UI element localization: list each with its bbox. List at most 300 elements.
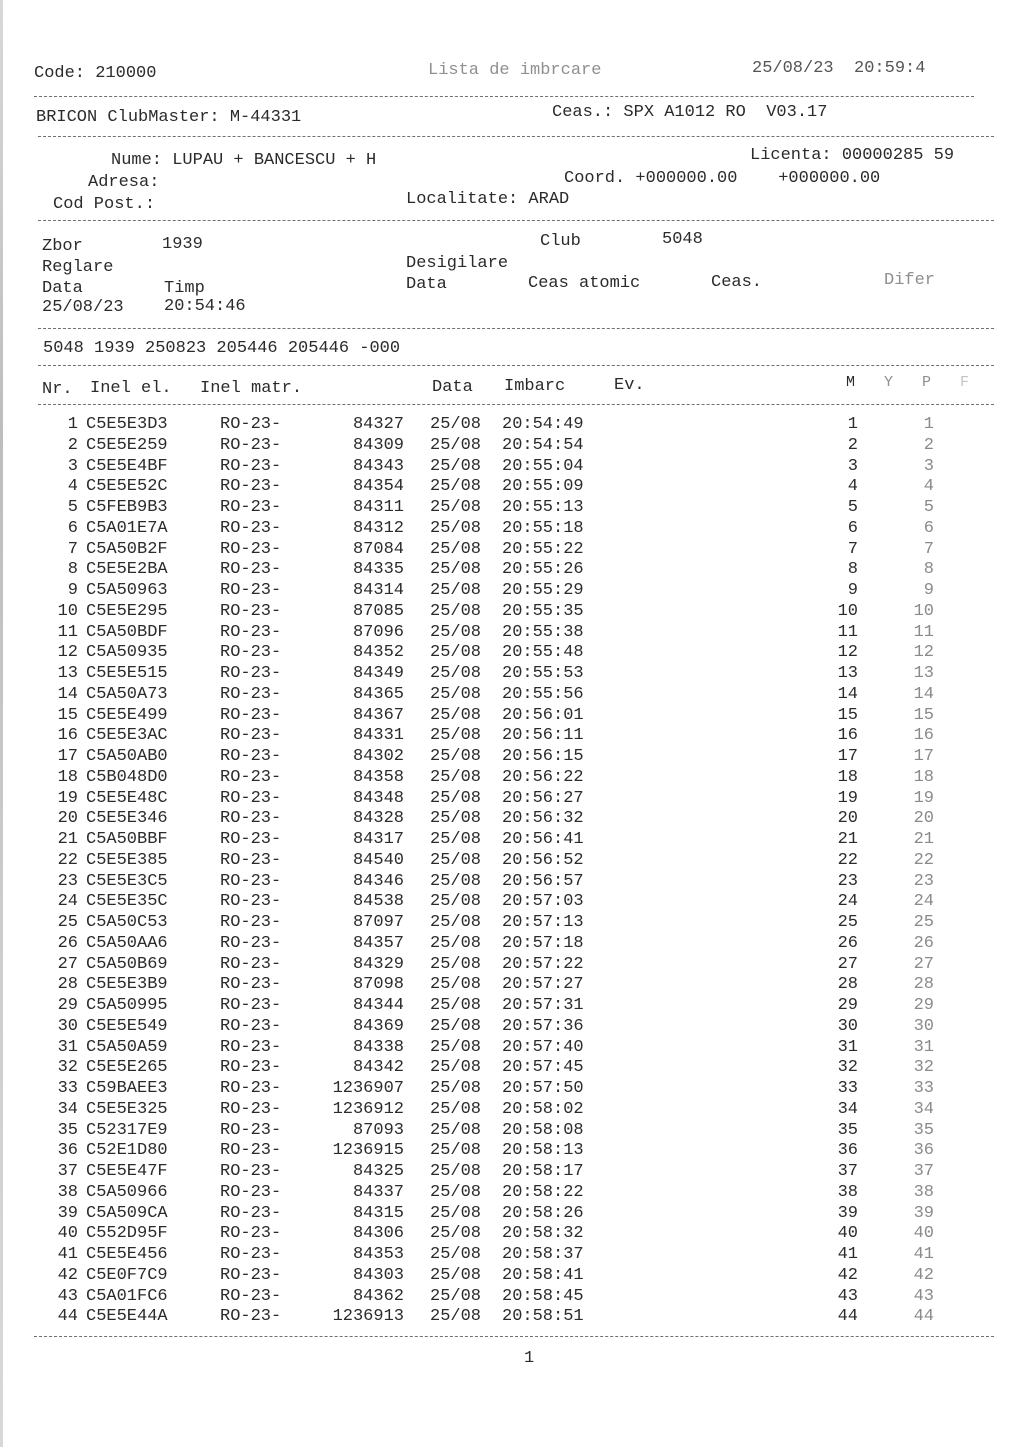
row-ring-prefix: RO-23- <box>220 1307 282 1327</box>
row-p: 33 <box>913 1079 934 1098</box>
row-m: 5 <box>847 498 858 517</box>
row-p: 26 <box>913 933 934 953</box>
row-p: 12 <box>913 643 934 663</box>
row-ring-number: 84342 <box>352 1058 404 1078</box>
row-ring-number: 84327 <box>352 415 404 434</box>
row-m: 25 <box>837 913 858 932</box>
row-nr: 30 <box>57 1016 78 1036</box>
row-date: 25/08 <box>430 1162 482 1181</box>
owner-name: Nume: LUPAU + BANCESCU + H <box>111 151 377 170</box>
row-ring-el: C5E5E3AC <box>86 726 168 746</box>
row-nr: 13 <box>57 664 78 683</box>
row-ring-el: C5A50B2F <box>86 539 168 559</box>
reglare-time: 20:54:46 <box>164 297 246 316</box>
row-p: 13 <box>913 664 934 683</box>
row-date: 25/08 <box>430 1141 482 1161</box>
row-time: 20:58:17 <box>502 1162 584 1181</box>
row-date: 25/08 <box>430 518 482 538</box>
row-ring-number: 84328 <box>352 809 404 829</box>
row-nr: 39 <box>57 1203 78 1223</box>
row-ring-number: 84357 <box>352 933 404 953</box>
row-ring-number: 84348 <box>352 788 404 808</box>
table-row <box>0 519 1024 540</box>
row-time: 20:55:22 <box>502 539 584 559</box>
row-p: 25 <box>913 913 934 932</box>
row-p: 3 <box>923 456 934 476</box>
row-ring-number: 84353 <box>352 1245 404 1264</box>
row-p: 31 <box>913 1037 934 1057</box>
row-nr: 35 <box>57 1120 78 1140</box>
table-row <box>0 1017 1024 1038</box>
row-ring-el: C5E5E4BF <box>86 456 168 476</box>
row-ring-el: C5A50935 <box>86 643 168 663</box>
locality: Localitate: ARAD <box>406 190 570 209</box>
row-date: 25/08 <box>430 456 482 476</box>
row-time: 20:58:26 <box>502 1203 584 1223</box>
row-date: 25/08 <box>430 539 482 559</box>
row-ring-number: 84315 <box>352 1203 404 1223</box>
row-ring-el: C5A50966 <box>86 1182 168 1202</box>
table-row <box>0 477 1024 498</box>
row-m: 31 <box>837 1037 858 1057</box>
row-ring-prefix: RO-23- <box>220 1099 282 1119</box>
separator-2 <box>38 136 994 137</box>
row-ring-number: 84369 <box>352 1016 404 1036</box>
row-nr: 18 <box>57 767 78 787</box>
row-m: 26 <box>837 933 858 953</box>
row-p: 40 <box>913 1224 934 1244</box>
row-ring-el: C5A01E7A <box>86 518 168 538</box>
address-label: Adresa: <box>88 173 160 192</box>
row-time: 20:56:52 <box>502 850 584 870</box>
row-ring-prefix: RO-23- <box>220 601 282 621</box>
row-ring-el: C5E0F7C9 <box>86 1265 168 1285</box>
row-ring-number: 84349 <box>352 664 404 683</box>
row-time: 20:55:09 <box>502 477 584 497</box>
row-ring-number: 1236913 <box>332 1307 404 1327</box>
table-row <box>0 747 1024 768</box>
row-ring-prefix: RO-23- <box>220 1079 282 1098</box>
row-ring-el: C5E5E265 <box>86 1058 168 1078</box>
row-ring-el: C52317E9 <box>86 1120 168 1140</box>
row-time: 20:55:35 <box>502 601 584 621</box>
row-m: 44 <box>837 1307 858 1327</box>
row-nr: 36 <box>57 1141 78 1161</box>
row-date: 25/08 <box>430 1286 482 1306</box>
desigilare-label: Desigilare <box>406 254 509 273</box>
row-nr: 34 <box>57 1099 78 1119</box>
row-time: 20:54:54 <box>502 435 584 455</box>
row-ring-el: C5E5E3C5 <box>86 871 168 891</box>
row-time: 20:58:45 <box>502 1286 584 1306</box>
row-m: 40 <box>837 1224 858 1244</box>
row-m: 39 <box>837 1203 858 1223</box>
row-nr: 1 <box>67 415 78 434</box>
col-ev: Ev. <box>614 376 645 395</box>
row-ring-prefix: RO-23- <box>220 1286 282 1306</box>
row-ring-el: C5A50AA6 <box>86 933 168 953</box>
row-date: 25/08 <box>430 1037 482 1057</box>
row-nr: 37 <box>57 1162 78 1181</box>
row-ring-el: C5A50BBF <box>86 830 168 849</box>
table-row <box>0 934 1024 955</box>
zbor-value: 1939 <box>162 235 203 254</box>
row-nr: 6 <box>67 518 78 538</box>
row-m: 11 <box>837 622 858 642</box>
row-m: 38 <box>837 1182 858 1202</box>
row-ring-prefix: RO-23- <box>220 871 282 891</box>
row-date: 25/08 <box>430 1265 482 1285</box>
table-row <box>0 415 1024 436</box>
row-p: 44 <box>913 1307 934 1327</box>
col-p: P <box>922 374 932 391</box>
row-ring-prefix: RO-23- <box>220 1182 282 1202</box>
row-m: 6 <box>847 518 858 538</box>
row-p: 43 <box>913 1286 934 1306</box>
row-ring-prefix: RO-23- <box>220 456 282 476</box>
row-m: 36 <box>837 1141 858 1161</box>
row-ring-prefix: RO-23- <box>220 1037 282 1057</box>
row-p: 19 <box>913 788 934 808</box>
row-m: 35 <box>837 1120 858 1140</box>
row-p: 10 <box>913 601 934 621</box>
row-nr: 15 <box>57 705 78 725</box>
row-p: 22 <box>913 850 934 870</box>
row-date: 25/08 <box>430 415 482 434</box>
row-ring-number: 84309 <box>352 435 404 455</box>
print-datetime: 25/08/23 20:59:4 <box>752 59 926 78</box>
row-p: 36 <box>913 1141 934 1161</box>
table-row <box>0 1079 1024 1100</box>
table-row <box>0 498 1024 519</box>
table-row <box>0 913 1024 934</box>
row-m: 32 <box>837 1058 858 1078</box>
col-inel-el: Inel el. <box>90 379 172 398</box>
row-m: 4 <box>847 477 858 497</box>
row-ring-el: C552D95F <box>86 1224 168 1244</box>
row-date: 25/08 <box>430 954 482 974</box>
row-ring-number: 84306 <box>352 1224 404 1244</box>
row-date: 25/08 <box>430 726 482 746</box>
row-date: 25/08 <box>430 664 482 683</box>
row-date: 25/08 <box>430 560 482 580</box>
row-ring-number: 84362 <box>352 1286 404 1306</box>
row-ring-number: 84303 <box>352 1265 404 1285</box>
row-ring-prefix: RO-23- <box>220 1245 282 1264</box>
table-row <box>0 581 1024 602</box>
table-row <box>0 872 1024 893</box>
row-ring-el: C5E5E515 <box>86 664 168 683</box>
data2-label: Data <box>406 275 447 294</box>
row-ring-el: C5A509CA <box>86 1203 168 1223</box>
row-date: 25/08 <box>430 850 482 870</box>
row-time: 20:56:11 <box>502 726 584 746</box>
row-nr: 2 <box>67 435 78 455</box>
row-nr: 32 <box>57 1058 78 1078</box>
table-row <box>0 1162 1024 1183</box>
row-ring-el: C5E5E52C <box>86 477 168 497</box>
row-m: 21 <box>837 830 858 849</box>
row-p: 5 <box>923 498 934 517</box>
row-p: 1 <box>923 415 934 434</box>
row-ring-number: 84325 <box>352 1162 404 1181</box>
row-ring-number: 84337 <box>352 1182 404 1202</box>
row-ring-number: 87096 <box>352 622 404 642</box>
row-m: 42 <box>837 1265 858 1285</box>
row-ring-prefix: RO-23- <box>220 1203 282 1223</box>
row-ring-number: 84358 <box>352 767 404 787</box>
ceas-atomic-label: Ceas atomic <box>528 274 641 293</box>
row-time: 20:57:50 <box>502 1079 584 1098</box>
row-nr: 38 <box>57 1182 78 1202</box>
table-row <box>0 1100 1024 1121</box>
row-ring-prefix: RO-23- <box>220 850 282 870</box>
separator-3 <box>38 220 994 221</box>
row-nr: 24 <box>57 892 78 912</box>
row-date: 25/08 <box>430 435 482 455</box>
row-ring-number: 84538 <box>352 892 404 912</box>
row-p: 18 <box>913 767 934 787</box>
table-row <box>0 560 1024 581</box>
row-p: 24 <box>913 892 934 912</box>
row-ring-el: C5E5E325 <box>86 1099 168 1119</box>
row-m: 43 <box>837 1286 858 1306</box>
row-p: 17 <box>913 747 934 766</box>
row-date: 25/08 <box>430 767 482 787</box>
zbor-label: Zbor <box>42 237 83 256</box>
row-ring-el: C5E5E3D3 <box>86 415 168 434</box>
row-ring-el: C5FEB9B3 <box>86 498 168 517</box>
row-date: 25/08 <box>430 913 482 932</box>
row-ring-number: 84344 <box>352 996 404 1015</box>
table-row <box>0 955 1024 976</box>
row-time: 20:55:56 <box>502 684 584 704</box>
row-date: 25/08 <box>430 643 482 663</box>
row-m: 10 <box>837 601 858 621</box>
row-m: 24 <box>837 892 858 912</box>
row-ring-number: 84343 <box>352 456 404 476</box>
row-nr: 19 <box>57 788 78 808</box>
row-p: 9 <box>923 581 934 600</box>
row-m: 14 <box>837 684 858 704</box>
row-time: 20:55:04 <box>502 456 584 476</box>
row-p: 16 <box>913 726 934 746</box>
row-nr: 40 <box>57 1224 78 1244</box>
row-time: 20:58:37 <box>502 1245 584 1264</box>
row-date: 25/08 <box>430 498 482 517</box>
row-m: 16 <box>837 726 858 746</box>
row-m: 28 <box>837 975 858 995</box>
row-date: 25/08 <box>430 705 482 725</box>
row-ring-prefix: RO-23- <box>220 809 282 829</box>
table-row <box>0 664 1024 685</box>
row-ring-el: C5A50C53 <box>86 913 168 932</box>
row-ring-prefix: RO-23- <box>220 643 282 663</box>
row-ring-el: C5E5E48C <box>86 788 168 808</box>
row-date: 25/08 <box>430 809 482 829</box>
row-ring-prefix: RO-23- <box>220 767 282 787</box>
row-nr: 28 <box>57 975 78 995</box>
row-date: 25/08 <box>430 684 482 704</box>
row-p: 20 <box>913 809 934 829</box>
row-ring-number: 87093 <box>352 1120 404 1140</box>
row-ring-prefix: RO-23- <box>220 539 282 559</box>
page-number: 1 <box>524 1349 535 1368</box>
row-date: 25/08 <box>430 1079 482 1098</box>
row-nr: 8 <box>67 560 78 580</box>
row-p: 27 <box>913 954 934 974</box>
row-ring-number: 87098 <box>352 975 404 995</box>
row-m: 2 <box>847 435 858 455</box>
row-ring-el: C52E1D80 <box>86 1141 168 1161</box>
row-p: 15 <box>913 705 934 725</box>
row-nr: 44 <box>57 1307 78 1327</box>
table-row <box>0 1245 1024 1266</box>
row-ring-el: C5E5E295 <box>86 601 168 621</box>
row-ring-prefix: RO-23- <box>220 684 282 704</box>
row-m: 17 <box>837 747 858 766</box>
table-row <box>0 726 1024 747</box>
row-time: 20:56:15 <box>502 747 584 766</box>
row-ring-prefix: RO-23- <box>220 477 282 497</box>
row-m: 29 <box>837 996 858 1015</box>
row-time: 20:55:29 <box>502 581 584 600</box>
table-row <box>0 830 1024 851</box>
row-m: 23 <box>837 871 858 891</box>
row-time: 20:57:31 <box>502 996 584 1015</box>
row-date: 25/08 <box>430 1245 482 1264</box>
row-p: 32 <box>913 1058 934 1078</box>
row-p: 42 <box>913 1265 934 1285</box>
row-p: 39 <box>913 1203 934 1223</box>
row-ring-el: C5E5E3B9 <box>86 975 168 995</box>
table-row <box>0 1307 1024 1328</box>
row-ring-el: C5A50A59 <box>86 1037 168 1057</box>
row-ring-el: C5E5E44A <box>86 1307 168 1327</box>
row-time: 20:55:26 <box>502 560 584 580</box>
row-m: 22 <box>837 850 858 870</box>
row-date: 25/08 <box>430 1099 482 1119</box>
code-label: Code: 210000 <box>34 64 157 83</box>
row-ring-prefix: RO-23- <box>220 892 282 912</box>
row-m: 27 <box>837 954 858 974</box>
row-nr: 25 <box>57 913 78 932</box>
row-ring-prefix: RO-23- <box>220 1265 282 1285</box>
row-ring-prefix: RO-23- <box>220 747 282 766</box>
row-p: 2 <box>923 435 934 455</box>
table-row <box>0 1183 1024 1204</box>
row-m: 20 <box>837 809 858 829</box>
row-date: 25/08 <box>430 1016 482 1036</box>
row-ring-el: C5A50963 <box>86 581 168 600</box>
separator-bottom <box>34 1336 994 1337</box>
row-ring-el: C5E5E35C <box>86 892 168 912</box>
row-date: 25/08 <box>430 477 482 497</box>
row-date: 25/08 <box>430 581 482 600</box>
row-ring-number: 87084 <box>352 539 404 559</box>
row-p: 6 <box>923 518 934 538</box>
row-nr: 26 <box>57 933 78 953</box>
row-time: 20:55:18 <box>502 518 584 538</box>
postcode-label: Cod Post.: <box>53 195 156 214</box>
row-nr: 23 <box>57 871 78 891</box>
row-m: 13 <box>837 664 858 683</box>
row-nr: 16 <box>57 726 78 746</box>
ceas-label: Ceas. <box>711 273 763 292</box>
row-nr: 3 <box>67 456 78 476</box>
row-p: 11 <box>913 622 934 642</box>
row-ring-el: C5E5E499 <box>86 705 168 725</box>
row-ring-number: 84352 <box>352 643 404 663</box>
row-ring-prefix: RO-23- <box>220 435 282 455</box>
row-ring-number: 84302 <box>352 747 404 766</box>
row-p: 23 <box>913 871 934 891</box>
row-p: 30 <box>913 1016 934 1036</box>
table-row <box>0 706 1024 727</box>
row-ring-prefix: RO-23- <box>220 560 282 580</box>
row-nr: 21 <box>57 830 78 849</box>
row-ring-el: C5A50AB0 <box>86 747 168 766</box>
row-date: 25/08 <box>430 892 482 912</box>
table-row <box>0 996 1024 1017</box>
row-nr: 5 <box>67 498 78 517</box>
club-value: 5048 <box>662 230 703 249</box>
row-time: 20:56:01 <box>502 705 584 725</box>
row-time: 20:58:02 <box>502 1099 584 1119</box>
table-row <box>0 602 1024 623</box>
row-ring-prefix: RO-23- <box>220 726 282 746</box>
row-ring-number: 1236907 <box>332 1079 404 1098</box>
row-time: 20:55:13 <box>502 498 584 517</box>
row-ring-prefix: RO-23- <box>220 1058 282 1078</box>
row-ring-number: 84354 <box>352 477 404 497</box>
row-time: 20:57:13 <box>502 913 584 932</box>
row-ring-number: 84338 <box>352 1037 404 1057</box>
row-time: 20:57:03 <box>502 892 584 912</box>
row-m: 3 <box>847 456 858 476</box>
row-ring-prefix: RO-23- <box>220 518 282 538</box>
row-nr: 14 <box>57 684 78 704</box>
separator-5 <box>38 365 994 366</box>
row-date: 25/08 <box>430 788 482 808</box>
row-ring-prefix: RO-23- <box>220 1141 282 1161</box>
table-row <box>0 1224 1024 1245</box>
row-nr: 20 <box>57 809 78 829</box>
reglare-date: 25/08/23 <box>42 298 124 317</box>
row-date: 25/08 <box>430 1182 482 1202</box>
row-m: 15 <box>837 705 858 725</box>
row-time: 20:56:27 <box>502 788 584 808</box>
row-p: 14 <box>913 684 934 704</box>
row-m: 33 <box>837 1079 858 1098</box>
col-y: Y <box>884 374 894 391</box>
row-ring-el: C5E5E385 <box>86 850 168 870</box>
row-ring-prefix: RO-23- <box>220 1120 282 1140</box>
row-ring-el: C5B048D0 <box>86 767 168 787</box>
row-ring-prefix: RO-23- <box>220 996 282 1015</box>
row-time: 20:58:41 <box>502 1265 584 1285</box>
col-nr: Nr. <box>42 380 73 399</box>
row-ring-prefix: RO-23- <box>220 581 282 600</box>
row-p: 7 <box>923 539 934 559</box>
row-ring-el: C5E5E549 <box>86 1016 168 1036</box>
row-date: 25/08 <box>430 996 482 1015</box>
col-m: M <box>846 374 856 391</box>
table-row <box>0 685 1024 706</box>
row-ring-el: C5E5E47F <box>86 1162 168 1181</box>
row-ring-number: 87085 <box>352 601 404 621</box>
row-ring-prefix: RO-23- <box>220 1016 282 1036</box>
